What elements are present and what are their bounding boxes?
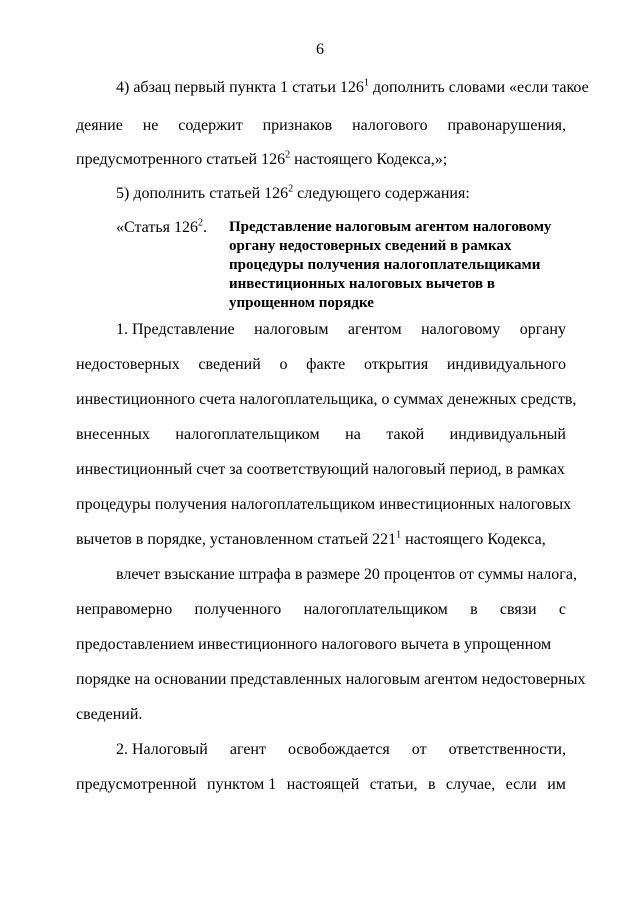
para4-line3 bbox=[76, 150, 566, 170]
word: индивидуального bbox=[446, 356, 566, 373]
page-number: 6 bbox=[316, 41, 324, 58]
word: налогоплательщиком bbox=[303, 601, 448, 618]
clause1-line7-pre: вычетов в порядке, установленном статьей 221 bbox=[76, 531, 397, 548]
para4-line3-post: настоящего Кодекса,»; bbox=[290, 151, 448, 168]
para4-line1-post: дополнить словами «если такое bbox=[368, 79, 589, 96]
para4-line3-sup: 2 bbox=[285, 149, 291, 161]
word: ответственности, bbox=[448, 741, 566, 758]
article-title-line: Представление налоговым агентом налоговому bbox=[229, 219, 552, 235]
article-label-post: . bbox=[202, 219, 207, 236]
clause1-line7-sup: 1 bbox=[396, 529, 402, 541]
word: содержит bbox=[178, 117, 243, 134]
word: налогового bbox=[352, 117, 428, 134]
word: пунктом 1 bbox=[207, 776, 277, 793]
word: налоговым bbox=[254, 321, 329, 338]
word: случае, bbox=[445, 776, 496, 793]
article-title-line: упрощенном порядке bbox=[229, 295, 374, 311]
article-label-sup: 2 bbox=[197, 217, 203, 229]
word: статьи, bbox=[369, 776, 418, 793]
word: с bbox=[558, 601, 566, 618]
word: агент bbox=[229, 741, 266, 758]
word: в bbox=[470, 601, 478, 618]
para4-line3-pre: предусмотренного статьей 126 bbox=[76, 151, 286, 168]
word: на bbox=[345, 426, 361, 443]
word: факте bbox=[306, 356, 346, 373]
word: деяние bbox=[76, 117, 123, 134]
para4-line1-pre: 4) абзац первый пункта 1 статьи 126 bbox=[116, 79, 364, 96]
word: агентом bbox=[347, 321, 402, 338]
clause2-line1 bbox=[116, 740, 566, 760]
word: внесенных bbox=[76, 426, 150, 443]
penalty-line3: предоставлением инвестиционного налогового вычета в упрощенном bbox=[76, 636, 552, 653]
word: открытия bbox=[363, 356, 429, 373]
word: полученного bbox=[194, 601, 282, 618]
clause2-line2 bbox=[76, 775, 566, 795]
para5-post: следующего содержания: bbox=[293, 185, 470, 202]
clause1-line4 bbox=[76, 425, 566, 445]
para5-pre: 5) дополнить статьей 126 bbox=[116, 185, 289, 202]
word: им bbox=[547, 776, 566, 793]
word: о bbox=[279, 356, 288, 373]
article-label-pre: «Статья 126 bbox=[116, 219, 198, 236]
penalty-line1: влечет взыскание штрафа в размере 20 процентов от суммы налога, bbox=[116, 566, 577, 583]
penalty-line5: сведений. bbox=[76, 706, 143, 723]
word: налогоплательщиком bbox=[175, 426, 320, 443]
word: связи bbox=[499, 601, 537, 618]
word: налоговому bbox=[421, 321, 501, 338]
word: освобождается bbox=[288, 741, 390, 758]
word: не bbox=[142, 117, 159, 134]
para4-line1-sup: 1 bbox=[363, 77, 369, 89]
article-title bbox=[229, 218, 569, 313]
word: правонарушения, bbox=[447, 117, 566, 134]
article-title-line: процедуры получения налогоплательщиками bbox=[229, 257, 541, 273]
clause1-line2 bbox=[76, 355, 566, 375]
article-label bbox=[116, 218, 207, 238]
word: неправомерно bbox=[76, 601, 173, 618]
clause1-line6: процедуры получения налогоплательщиком инвестиционных налоговых bbox=[76, 496, 572, 513]
penalty-line2 bbox=[76, 600, 566, 620]
word: если bbox=[505, 776, 537, 793]
clause1-line1 bbox=[116, 320, 566, 340]
word: органу bbox=[519, 321, 566, 338]
word: недостоверных bbox=[76, 356, 180, 373]
para5-sup: 2 bbox=[288, 183, 294, 195]
para5-line bbox=[116, 184, 566, 204]
word: 2. Налоговый bbox=[116, 741, 208, 758]
word: от bbox=[411, 741, 427, 758]
article-title-line: органу недостоверных сведений в рамках bbox=[229, 238, 512, 254]
clause1-line3: инвестиционного счета налогоплательщика, о суммах денежных средств, bbox=[76, 391, 577, 408]
word: индивидуальный bbox=[449, 426, 566, 443]
penalty-line4: порядке на основании представленных налоговым агентом недостоверных bbox=[76, 671, 586, 688]
para4-line2 bbox=[76, 116, 566, 136]
word: настоящей bbox=[286, 776, 360, 793]
clause1-line7-post: настоящего Кодекса, bbox=[401, 531, 546, 548]
para4-line1 bbox=[116, 77, 589, 98]
clause1-line5: инвестиционный счет за соответствующий налоговый период, в рамках bbox=[76, 461, 565, 478]
article-title-line: инвестиционных налоговых вычетов в bbox=[229, 276, 495, 292]
word: сведений bbox=[198, 356, 261, 373]
word: 1. Представление bbox=[116, 321, 235, 338]
clause1-line7 bbox=[76, 530, 566, 550]
word: такой bbox=[386, 426, 425, 443]
word: признаков bbox=[262, 117, 333, 134]
word: в bbox=[427, 776, 436, 793]
word: предусмотренной bbox=[76, 776, 197, 793]
